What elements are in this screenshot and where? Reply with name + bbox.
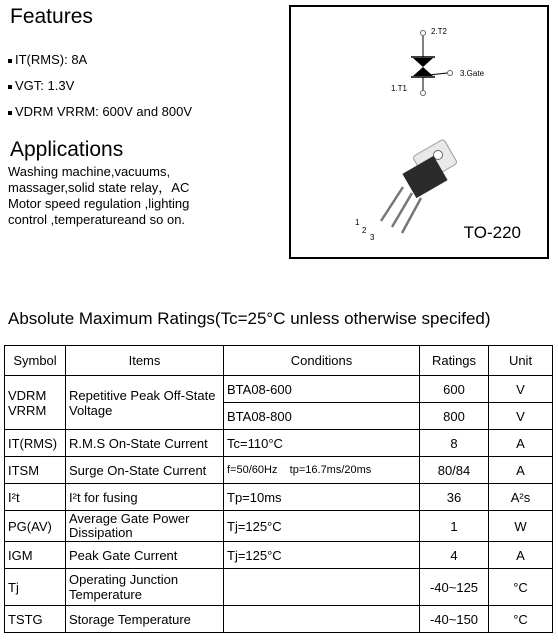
rating-cell: 8 — [420, 430, 489, 457]
rating-cell: 36 — [420, 484, 489, 511]
column-header: Symbol — [5, 346, 66, 376]
condition-cell: Tj=125°C — [224, 511, 420, 542]
bullet-icon — [8, 111, 12, 115]
unit-cell: V — [489, 403, 553, 430]
rating-cell: 4 — [420, 542, 489, 569]
package-diagram — [289, 5, 549, 259]
unit-cell: °C — [489, 569, 553, 606]
applications-line: Washing machine,vacuums, — [8, 164, 171, 179]
table-row — [5, 484, 553, 511]
unit-cell: A — [489, 542, 553, 569]
symbol-cell: IGM — [5, 542, 66, 569]
column-header: Unit — [489, 346, 553, 376]
applications-line: Motor speed regulation ,lighting — [8, 196, 190, 211]
unit-cell: °C — [489, 606, 553, 633]
rating-cell: 800 — [420, 403, 489, 430]
rating-cell: -40~125 — [420, 569, 489, 606]
unit-cell: A — [489, 430, 553, 457]
pin-label: 3 — [370, 233, 375, 242]
feature-item: VDRM VRRM: 600V and 800V — [8, 104, 192, 119]
unit-cell: V — [489, 376, 553, 403]
unit-cell: A²s — [489, 484, 553, 511]
bullet-icon — [8, 85, 12, 89]
item-cell: I²t for fusing — [66, 484, 224, 511]
item-cell: Average Gate Power Dissipation — [66, 511, 224, 542]
pin-label: 2 — [362, 226, 367, 235]
ratings-title: Absolute Maximum Ratings(Tc=25°C unless otherwise specifed) — [8, 309, 491, 328]
triac-symbol-icon — [291, 7, 547, 257]
rating-cell: 80/84 — [420, 457, 489, 484]
item-cell: Peak Gate Current — [66, 542, 224, 569]
table-row — [5, 542, 553, 569]
ratings-table — [4, 345, 553, 633]
applications-line: control ,temperatureand so on. — [8, 212, 186, 227]
unit-cell: A — [489, 457, 553, 484]
bullet-icon — [8, 59, 12, 63]
item-cell: Repetitive Peak Off-State Voltage — [66, 376, 224, 430]
table-row — [5, 606, 553, 633]
feature-item: IT(RMS): 8A — [8, 52, 87, 67]
features-title: Features — [10, 5, 93, 28]
symbol-cell: TSTG — [5, 606, 66, 633]
feature-item: VGT: 1.3V — [8, 78, 74, 93]
condition-cell: f=50/60Hz tp=16.7ms/20ms — [224, 457, 420, 484]
table-row — [5, 376, 553, 403]
table-row — [5, 457, 553, 484]
rating-cell: -40~150 — [420, 606, 489, 633]
symbol-cell: PG(AV) — [5, 511, 66, 542]
symbol-cell: ITSM — [5, 457, 66, 484]
to220-package-icon — [381, 139, 458, 233]
unit-cell: W — [489, 511, 553, 542]
condition-cell: BTA08-800 — [224, 403, 420, 430]
table-row — [5, 569, 553, 606]
table-row — [5, 430, 553, 457]
column-header: Ratings — [420, 346, 489, 376]
column-header: Items — [66, 346, 224, 376]
symbol-cell: Tj — [5, 569, 66, 606]
symbol-cell: VDRM VRRM — [5, 376, 66, 430]
t2-label: 2.T2 — [431, 27, 448, 36]
t1-label: 1.T1 — [391, 84, 408, 93]
applications-title: Applications — [10, 138, 124, 161]
gate-label: 3.Gate — [460, 69, 485, 78]
condition-cell: Tj=125°C — [224, 542, 420, 569]
item-cell: Operating Junction Temperature — [66, 569, 224, 606]
condition-cell — [224, 569, 420, 606]
table-row — [5, 511, 553, 542]
condition-cell: Tc=110°C — [224, 430, 420, 457]
rating-cell: 1 — [420, 511, 489, 542]
symbol-cell: I²t — [5, 484, 66, 511]
item-cell: R.M.S On-State Current — [66, 430, 224, 457]
symbol-cell: IT(RMS) — [5, 430, 66, 457]
table-header-row — [5, 346, 553, 376]
pin-label: 1 — [355, 218, 360, 227]
item-cell: Surge On-State Current — [66, 457, 224, 484]
applications-line: massager,solid state relay，AC — [8, 180, 190, 195]
item-cell: Storage Temperature — [66, 606, 224, 633]
condition-cell — [224, 606, 420, 633]
condition-cell: BTA08-600 — [224, 376, 420, 403]
column-header: Conditions — [224, 346, 420, 376]
condition-cell: Tp=10ms — [224, 484, 420, 511]
rating-cell: 600 — [420, 376, 489, 403]
package-name: TO-220 — [463, 223, 521, 242]
